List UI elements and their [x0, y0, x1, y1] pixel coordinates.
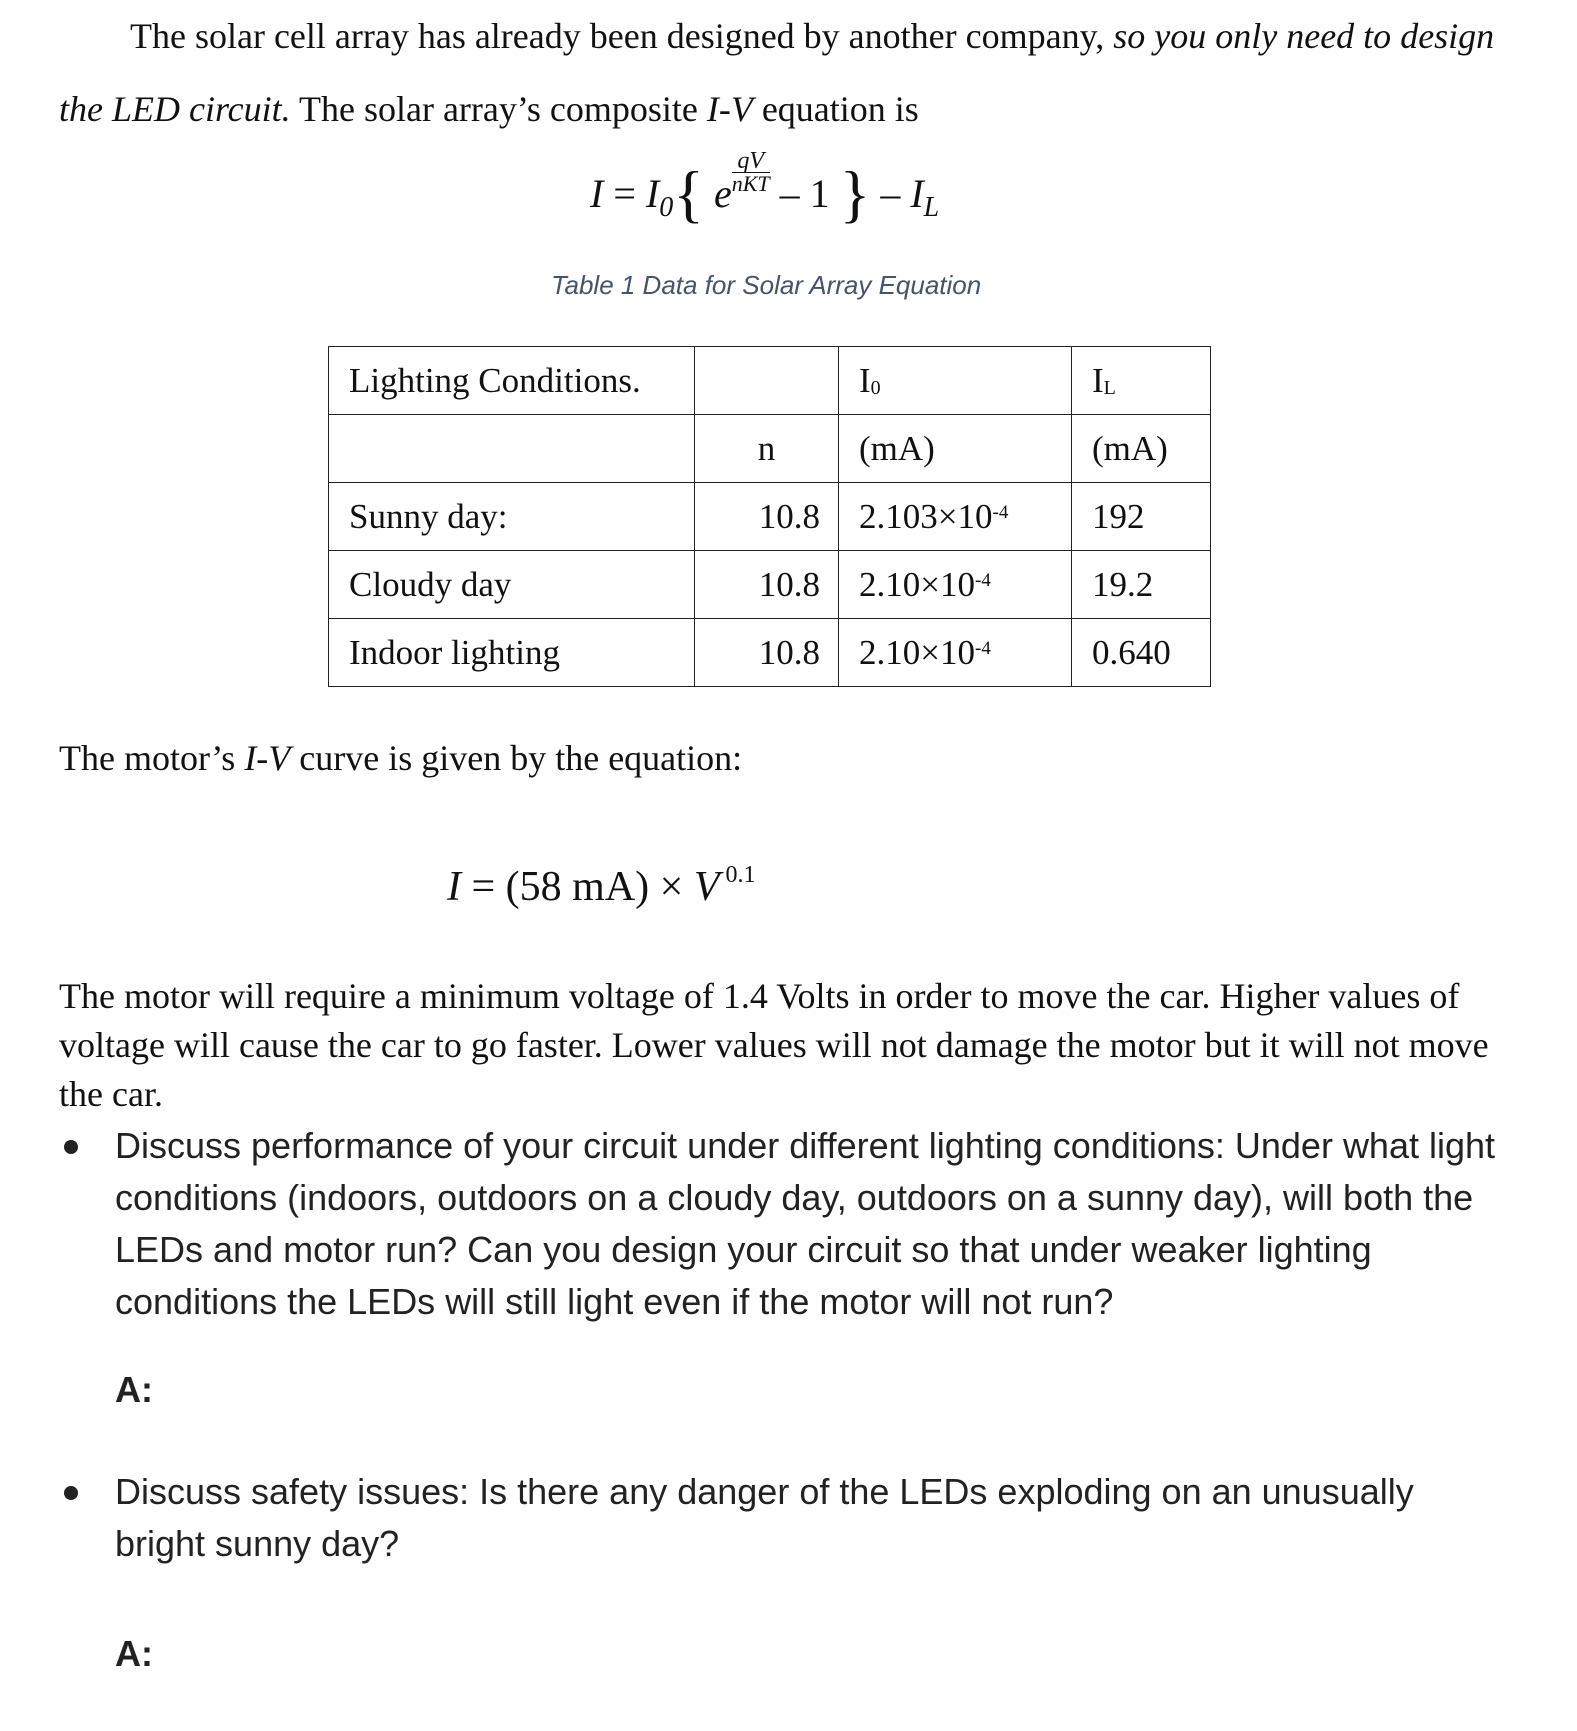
row-i0-base: 2.103×10 — [859, 496, 993, 536]
row-il: 192 — [1072, 483, 1211, 551]
intro-emphasis-2: design the LED circuit. — [59, 16, 1495, 129]
eq-exponent — [732, 150, 770, 195]
motor-eq-exp: 0.1 — [719, 862, 756, 888]
eq-right-brace: } — [839, 158, 871, 229]
question-text: Discuss safety issues: Is there any danger of the LEDs exploding on an unusually bright sunny day? — [115, 1471, 1414, 1564]
row-i0-base: 2.10×10 — [859, 564, 975, 604]
eq-lhs: I — [590, 171, 604, 216]
eq-minus-one: – 1 — [779, 171, 830, 216]
units-il: (mA) — [1072, 415, 1211, 483]
question-item — [59, 1466, 1509, 1570]
intro-text-2: The solar array’s composite — [290, 89, 698, 129]
intro-emphasis: so you only need to — [1113, 16, 1392, 56]
eq-exp-den: nKT — [731, 171, 770, 196]
table-units-row — [329, 415, 1211, 483]
row-condition: Indoor lighting — [329, 619, 695, 687]
row-i0 — [839, 551, 1072, 619]
table-row — [329, 551, 1211, 619]
bullet-icon — [64, 1486, 78, 1500]
eq-left-brace: { — [673, 158, 704, 229]
units-i0: (mA) — [839, 415, 1072, 483]
motor-equation — [447, 862, 756, 911]
header-i0-sub: 0 — [870, 376, 881, 399]
header-il-label: I — [1092, 360, 1104, 400]
row-i0-base: 2.10×10 — [859, 632, 975, 672]
row-i0-exp: -4 — [975, 637, 991, 659]
row-n: 10.8 — [695, 551, 839, 619]
header-il — [1072, 347, 1211, 415]
table-header-row — [329, 347, 1211, 415]
units-blank — [329, 415, 695, 483]
eq-exp-num: qV — [732, 150, 770, 173]
row-condition: Cloudy day — [329, 551, 695, 619]
intro-text: The solar cell array has already been designed by another company, — [130, 16, 1105, 56]
header-blank — [695, 347, 839, 415]
eq-il: I — [910, 171, 924, 216]
question-list — [59, 1120, 1509, 1680]
table-row — [329, 619, 1211, 687]
row-i0-exp: -4 — [975, 569, 991, 591]
eq-i0-sub: 0 — [659, 192, 674, 223]
row-condition: Sunny day: — [329, 483, 695, 551]
motor-intro-text-2: curve is given by the equation: — [299, 738, 743, 778]
row-n: 10.8 — [695, 619, 839, 687]
table-row — [329, 483, 1211, 551]
solar-data-table — [328, 346, 1211, 687]
intro-text-3: equation is — [761, 89, 919, 129]
answer-label: A: — [115, 1633, 153, 1674]
row-i0 — [839, 483, 1072, 551]
motor-intro — [59, 722, 1499, 795]
row-i0 — [839, 619, 1072, 687]
question-item — [59, 1120, 1509, 1328]
row-il: 0.640 — [1072, 619, 1211, 687]
header-il-sub: L — [1103, 376, 1116, 399]
bullet-icon — [64, 1140, 78, 1154]
eq-i0: I — [645, 171, 660, 216]
row-il: 19.2 — [1072, 551, 1211, 619]
solar-equation — [590, 150, 939, 231]
row-n: 10.8 — [695, 483, 839, 551]
row-i0-exp: -4 — [992, 501, 1009, 523]
motor-requirements: The motor will require a minimum voltage of 1.4 Volts in order to move the car. Higher values of voltage will cause the car to go faster. Lower values will not damage the motor but it will not move the car. — [59, 976, 1489, 1114]
iv-term: I-V — [706, 89, 753, 129]
motor-iv-term: I-V — [244, 738, 291, 778]
table-caption: Table 1 Data for Solar Array Equation — [551, 270, 982, 300]
motor-intro-text: The motor’s — [59, 738, 236, 778]
header-i0 — [839, 347, 1072, 415]
motor-eq-var: V — [693, 864, 720, 910]
eq-equals: = — [613, 171, 636, 216]
intro-paragraph — [59, 0, 1499, 146]
header-conditions: Lighting Conditions. — [329, 347, 695, 415]
question-text: Discuss performance of your circuit under different lighting conditions: Under what light conditions (indoors, outdoors on a cloudy day, outdoors on a sunny day), will both the LEDs and motor run? Can you design your circuit so that under weaker lighting conditions the LEDs will still light even if the motor will not run? — [115, 1125, 1496, 1322]
motor-eq-lhs: I — [447, 864, 461, 910]
answer-label: A: — [115, 1369, 153, 1410]
eq-exp-base: e — [713, 171, 732, 216]
units-n: n — [695, 415, 839, 483]
motor-eq-mid: = (58 mA) × — [461, 864, 694, 910]
eq-il-sub: L — [923, 192, 940, 223]
header-i0-label: I — [859, 360, 871, 400]
eq-minus: – — [880, 171, 901, 216]
